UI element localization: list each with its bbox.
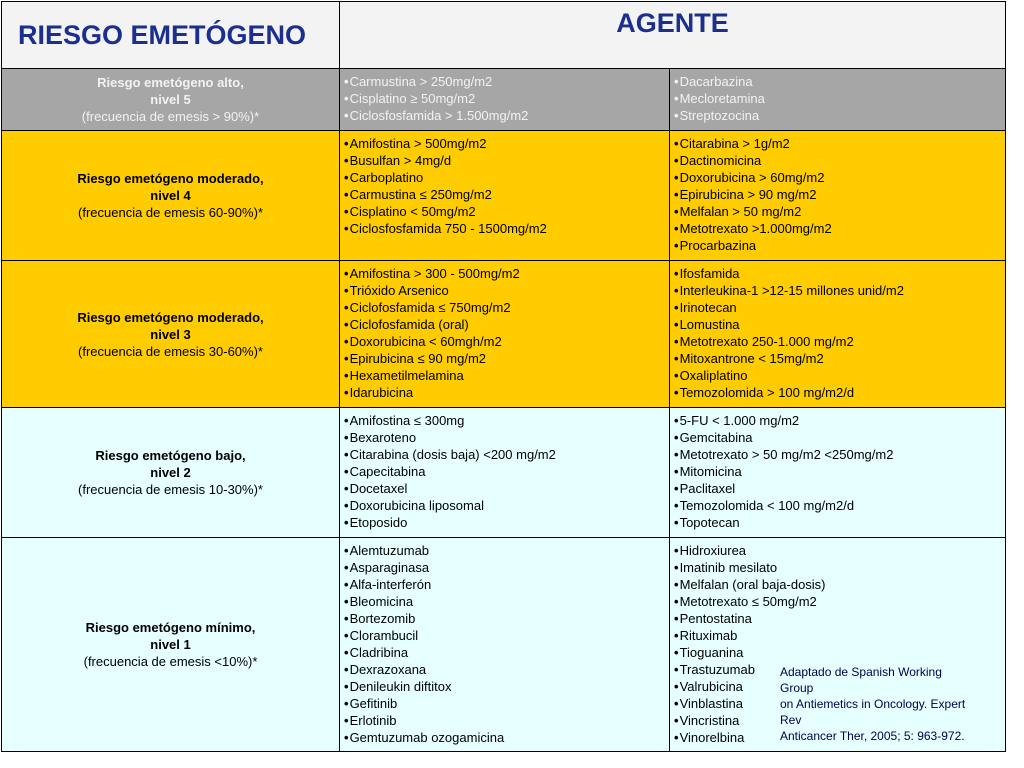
agent-item: • Melfalan > 50 mg/m2 [674, 203, 1005, 220]
agent-item: • Capecitabina [344, 463, 669, 480]
agent-item: • Metotrexato >1.000mg/m2 [674, 220, 1005, 237]
header-agent: AGENTE [340, 2, 1006, 69]
agent-item: • Doxorubicina > 60mg/m2 [674, 169, 1005, 186]
agent-item: • Mecloretamina [674, 90, 1005, 107]
agents-col-b [670, 261, 1006, 408]
agent-item: • Etoposido [344, 514, 669, 531]
footnote-line: Rev [780, 713, 802, 727]
agent-item: • Lomustina [674, 316, 1005, 333]
level-title: Riesgo emetógeno alto, [97, 75, 244, 90]
agent-item: • Amifostina > 500mg/m2 [344, 135, 669, 152]
agent-item: • Valrubicina [674, 678, 1005, 695]
table-header-row [2, 2, 1006, 69]
agent-item: • Asparaginasa [344, 559, 669, 576]
level-number: nivel 3 [150, 326, 191, 342]
agent-item: • Ciclosfosfamida 750 - 1500mg/m2 [344, 220, 669, 237]
agent-item: • Carmustina > 250mg/m2 [344, 73, 669, 90]
level-title: Riesgo emetógeno bajo, [95, 448, 246, 463]
risk-level-cell [2, 69, 340, 131]
agent-item: • Gefitinib [344, 695, 669, 712]
agents-col-b [670, 69, 1006, 131]
agent-item: • Citarabina (dosis baja) <200 mg/m2 [344, 446, 669, 463]
agent-item: • Hidroxiurea [674, 542, 1005, 559]
agents-col-a [340, 131, 670, 261]
agent-item: • Carboplatino [344, 169, 669, 186]
table-row [2, 261, 1006, 408]
agent-item: • Trióxido Arsenico [344, 282, 669, 299]
agent-item: • Cisplatino < 50mg/m2 [344, 203, 669, 220]
agent-item: • Vinorelbina [674, 729, 1005, 746]
agent-item: • Carmustina ≤ 250mg/m2 [344, 186, 669, 203]
agent-item: • Epirubicina > 90 mg/m2 [674, 186, 1005, 203]
agent-item: • Metotrexato > 50 mg/m2 <250mg/m2 [674, 446, 1005, 463]
agent-item: • Ciclofosfamida (oral) [344, 316, 669, 333]
risk-level-cell [2, 538, 340, 752]
footnote-line: on Antiemetics in Oncology. Expert [780, 697, 966, 711]
agent-item: • Amifostina ≤ 300mg [344, 412, 669, 429]
agent-item: • Dacarbazina [674, 73, 1005, 90]
agent-item: • Idarubicina [344, 384, 669, 401]
agents-col-a [340, 408, 670, 538]
level-frequency: (frecuencia de emesis > 90%)* [81, 109, 260, 124]
table-row [2, 69, 1006, 131]
agent-item: • Alfa-interferón [344, 576, 669, 593]
agent-item: • Tioguanina [674, 644, 1005, 661]
agent-item: • Metotrexato ≤ 50mg/m2 [674, 593, 1005, 610]
agent-item: • Bexaroteno [344, 429, 669, 446]
agent-item: • Ciclofosfamida ≤ 750mg/m2 [344, 299, 669, 316]
risk-level-cell [2, 131, 340, 261]
level-number: nivel 5 [150, 92, 191, 107]
agent-item: • Doxorubicina < 60mgh/m2 [344, 333, 669, 350]
agent-item: • Denileukin diftitox [344, 678, 669, 695]
level-number: nivel 2 [150, 465, 191, 480]
level-frequency: (frecuencia de emesis 10-30%)* [78, 482, 263, 497]
table-row [2, 408, 1006, 538]
level-title: Riesgo emetógeno moderado, [77, 309, 264, 325]
agent-item: • 5-FU < 1.000 mg/m2 [674, 412, 1005, 429]
agent-item: • Mitomicina [674, 463, 1005, 480]
agent-item: • Imatinib mesilato [674, 559, 1005, 576]
agents-col-b [670, 131, 1006, 261]
agent-item: • Streptozocina [674, 107, 1005, 124]
level-frequency: (frecuencia de emesis 60-90%)* [78, 205, 263, 220]
agent-item: • Epirubicina ≤ 90 mg/m2 [344, 350, 669, 367]
risk-level-cell [2, 408, 340, 538]
agent-item: • Topotecan [674, 514, 1005, 531]
footnote-line: Adaptado de Spanish Working [780, 665, 942, 679]
level-frequency: (frecuencia de emesis <10%)* [83, 654, 258, 669]
agent-item: • Doxorubicina liposomal [344, 497, 669, 514]
agent-item: • Ifosfamida [674, 265, 1005, 282]
agent-item: • Trastuzumab [674, 661, 1005, 678]
footnote-line: Group [780, 681, 814, 695]
source-footnote [780, 664, 990, 744]
agents-col-b [670, 408, 1006, 538]
agent-item: • Cisplatino ≥ 50mg/m2 [344, 90, 669, 107]
table-row [2, 131, 1006, 261]
agent-item: • Ciclosfosfamida > 1.500mg/m2 [344, 107, 669, 124]
agent-item: • Rituximab [674, 627, 1005, 644]
agent-item: • Interleukina-1 >12-15 millones unid/m2 [674, 282, 1005, 299]
agent-item: • Dactinomicina [674, 152, 1005, 169]
emetogenic-risk-table [1, 1, 1006, 752]
agent-item: • Alemtuzumab [344, 542, 669, 559]
agent-item: • Clorambucil [344, 627, 669, 644]
agent-item: • Melfalan (oral baja-dosis) [674, 576, 1005, 593]
agents-col-a [340, 538, 670, 752]
risk-level-cell [2, 261, 340, 408]
agent-item: • Mitoxantrone < 15mg/m2 [674, 350, 1005, 367]
agent-item: • Metotrexato 250-1.000 mg/m2 [674, 333, 1005, 350]
agent-item: • Erlotinib [344, 712, 669, 729]
level-frequency: (frecuencia de emesis 30-60%)* [78, 343, 263, 359]
agent-item: • Amifostina > 300 - 500mg/m2 [344, 265, 669, 282]
level-title: Riesgo emetógeno moderado, [77, 171, 264, 186]
agent-item: • Dexrazoxana [344, 661, 669, 678]
header-risk: RIESGO EMETÓGENO [2, 2, 340, 69]
agents-col-a [340, 69, 670, 131]
agent-item: • Vinblastina [674, 695, 1005, 712]
agent-item: • Gemtuzumab ozogamicina [344, 729, 669, 746]
agent-item: • Docetaxel [344, 480, 669, 497]
footnote-line: Anticancer Ther, 2005; 5: 963-972. [780, 729, 965, 743]
agent-item: • Bortezomib [344, 610, 669, 627]
agent-item: • Temozolomida < 100 mg/m2/d [674, 497, 1005, 514]
agent-item: • Irinotecan [674, 299, 1005, 316]
agent-item: • Vincristina [674, 712, 1005, 729]
agent-item: • Oxaliplatino [674, 367, 1005, 384]
agent-item: • Paclitaxel [674, 480, 1005, 497]
level-title: Riesgo emetógeno mínimo, [85, 620, 256, 635]
agent-item: • Hexametilmelamina [344, 367, 669, 384]
agent-item: • Cladribina [344, 644, 669, 661]
agent-item: • Gemcitabina [674, 429, 1005, 446]
level-number: nivel 4 [150, 188, 191, 203]
agent-item: • Temozolomida > 100 mg/m2/d [674, 384, 1005, 401]
agent-item: • Busulfan > 4mg/d [344, 152, 669, 169]
level-number: nivel 1 [150, 637, 191, 652]
agent-item: • Bleomicina [344, 593, 669, 610]
agent-item: • Procarbazina [674, 237, 1005, 254]
agent-item: • Citarabina > 1g/m2 [674, 135, 1005, 152]
agents-col-a [340, 261, 670, 408]
agent-item: • Pentostatina [674, 610, 1005, 627]
